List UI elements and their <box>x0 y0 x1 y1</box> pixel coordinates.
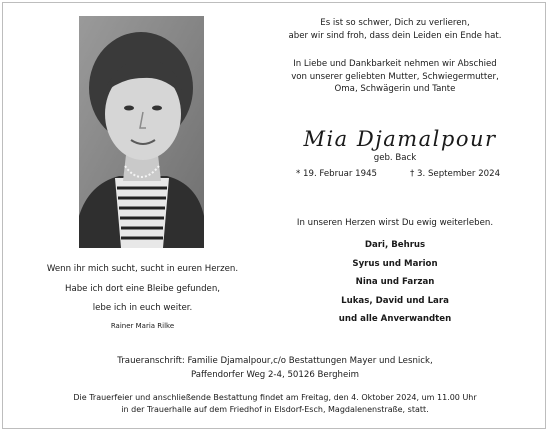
announcement-line-1: In Liebe und Dankbarkeit nehmen wir Abschied <box>293 59 497 69</box>
poem-author: Rainer Maria Rilke <box>110 321 175 330</box>
memory-line: In unseren Herzen wirst Du ewig weiterleben. <box>296 218 494 228</box>
announcement <box>285 60 505 94</box>
birth-name: geb. Back <box>373 153 417 163</box>
deceased-name-text: Mia Djamalpour <box>303 127 497 151</box>
announcement-line-3: Oma, Schwägerin und Tante <box>334 84 456 95</box>
poem-line-3: lebe ich in euch weiter. <box>92 303 193 314</box>
mourning-address <box>0 357 550 379</box>
funeral-info <box>0 394 550 414</box>
funeral-info-line-1: Die Trauerfeier und anschließende Bestattung findet am Freitag, den 4. Oktober 2024, um 11.00 Uhr <box>73 393 477 402</box>
poem-line-2: Habe ich dort eine Bleibe gefunden, <box>65 283 220 294</box>
quote-top <box>285 19 505 40</box>
quote-top-line-1: Es ist so schwer, Dich zu verlieren, <box>320 18 470 28</box>
poem-line-1: Wenn ihr mich sucht, sucht in euren Herzen. <box>46 264 239 274</box>
mourner-4: Lukas, David und Lara <box>341 295 449 306</box>
mourners-list <box>285 241 505 324</box>
funeral-info-line-2: in der Trauerhalle auf dem Friedhof in Elsdorf-Esch, Magdalenenstraße, statt. <box>121 405 429 414</box>
announcement-line-2: von unserer geliebten Mutter, Schwiegermutter, <box>291 71 499 82</box>
quote-top-line-2: aber wir sind froh, dass dein Leiden ein Ende hat. <box>288 30 502 41</box>
portrait-photo <box>79 16 204 248</box>
address-line-2: Paffendorfer Weg 2-4, 50126 Bergheim <box>190 369 360 380</box>
address-line-1: Traueranschrift: Familie Djamalpour,c/o Bestattungen Mayer und Lesnick, <box>117 356 433 366</box>
birth-date: * 19. Februar 1945 <box>296 169 378 179</box>
death-date: † 3. September 2024 <box>410 169 501 179</box>
mourner-3: Nina und Farzan <box>355 277 435 288</box>
mourner-1: Dari, Behrus <box>364 240 426 250</box>
mourner-2: Syrus und Marion <box>352 258 438 269</box>
mourner-5: und alle Anverwandten <box>338 314 452 325</box>
poem <box>40 265 245 330</box>
